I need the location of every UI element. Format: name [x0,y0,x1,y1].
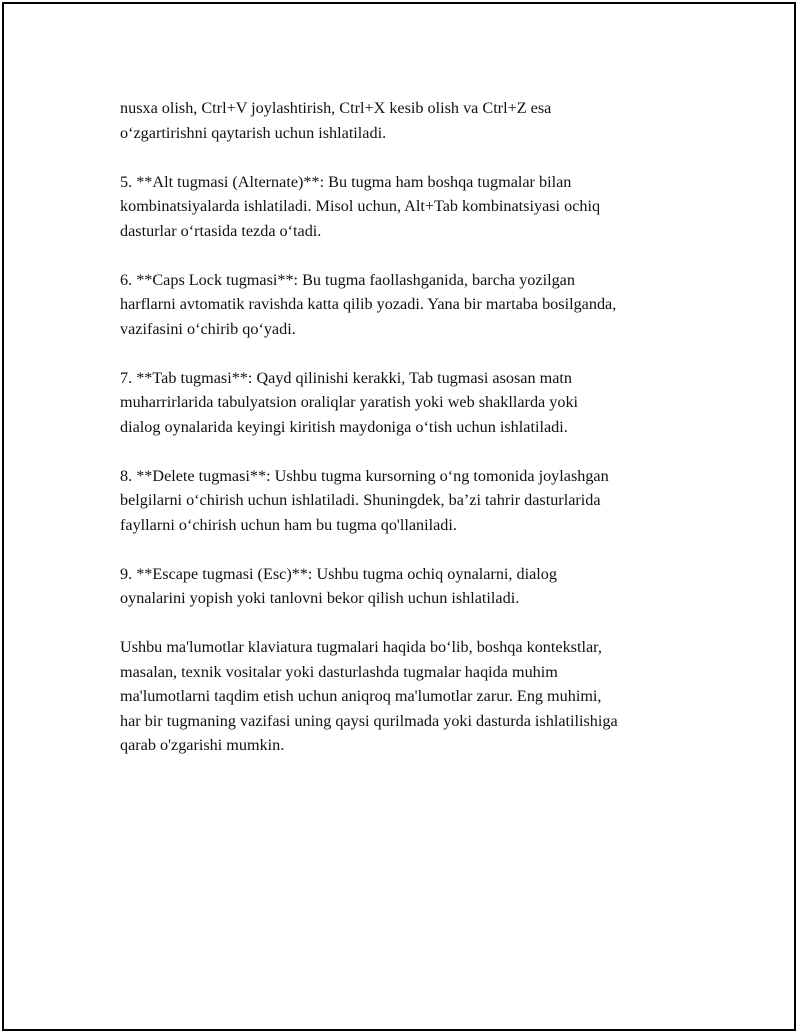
paragraph-ctrl-continuation [120,96,700,145]
document-page [2,2,796,1031]
text-line: ma'lumotlarni taqdim etish uchun aniqroq ma'lumotlar zarur. Eng muhimi, [120,687,602,705]
text-line: masalan, texnik vositalar yoki dasturlashda tugmalar haqida muhim [120,662,558,681]
paragraph-delete-key [120,464,700,538]
paragraph-conclusion [120,635,700,758]
paragraph-escape-key [120,562,700,611]
paragraph-caps-lock-key [120,268,700,342]
text-line: 8. **Delete tugmasi**: Ushbu tugma kursorning o‘ng tomonida joylashgan [120,466,609,485]
text-line: dialog oynalarida keyingi kiritish maydoniga o‘tish uchun ishlatiladi. [120,417,568,436]
text-line: qarab o'zgarishi mumkin. [120,736,285,754]
text-line: 6. **Caps Lock tugmasi**: Bu tugma faollashganida, barcha yozilgan [120,270,575,289]
text-line: muharrirlarida tabulyatsion oraliqlar yaratish yoki web shakllarda yoki [120,393,579,411]
text-line: 7. **Tab tugmasi**: Qayd qilinishi kerakki, Tab tugmasi asosan matn [120,368,572,387]
text-line: vazifasini o‘chirib qo‘yadi. [120,319,296,338]
document-body [120,96,700,782]
text-line: o‘zgartirishni qaytarish uchun ishlatiladi. [120,123,387,142]
text-line: kombinatsiyalarda ishlatiladi. Misol uchun, Alt+Tab kombinatsiyasi ochiq [120,197,601,215]
text-line: Ushbu ma'lumotlar klaviatura tugmalari haqida bo‘lib, boshqa kontekstlar, [120,638,602,656]
text-line: fayllarni o‘chirish uchun ham bu tugma qo'llaniladi. [120,515,457,534]
text-line: har bir tugmaning vazifasi uning qaysi qurilmada yoki dasturda ishlatilishiga [120,711,618,730]
text-line: 9. **Escape tugmasi (Esc)**: Ushbu tugma ochiq oynalarni, dialog [120,564,557,583]
text-line: belgilarni o‘chirish uchun ishlatiladi. Shuningdek, ba’zi tahrir dasturlarida [120,491,601,509]
text-line: 5. **Alt tugmasi (Alternate)**: Bu tugma ham boshqa tugmalar bilan [120,172,572,191]
text-line: nusxa olish, Ctrl+V joylashtirish, Ctrl+X kesib olish va Ctrl+Z esa [120,99,552,117]
paragraph-tab-key [120,366,700,440]
text-line: harflarni avtomatik ravishda katta qilib yozadi. Yana bir martaba bosilganda, [120,295,617,313]
text-line: dasturlar o‘rtasida tezda o‘tadi. [120,221,322,240]
paragraph-alt-key [120,170,700,244]
text-line: oynalarini yopish yoki tanlovni bekor qilish uchun ishlatiladi. [120,589,520,607]
